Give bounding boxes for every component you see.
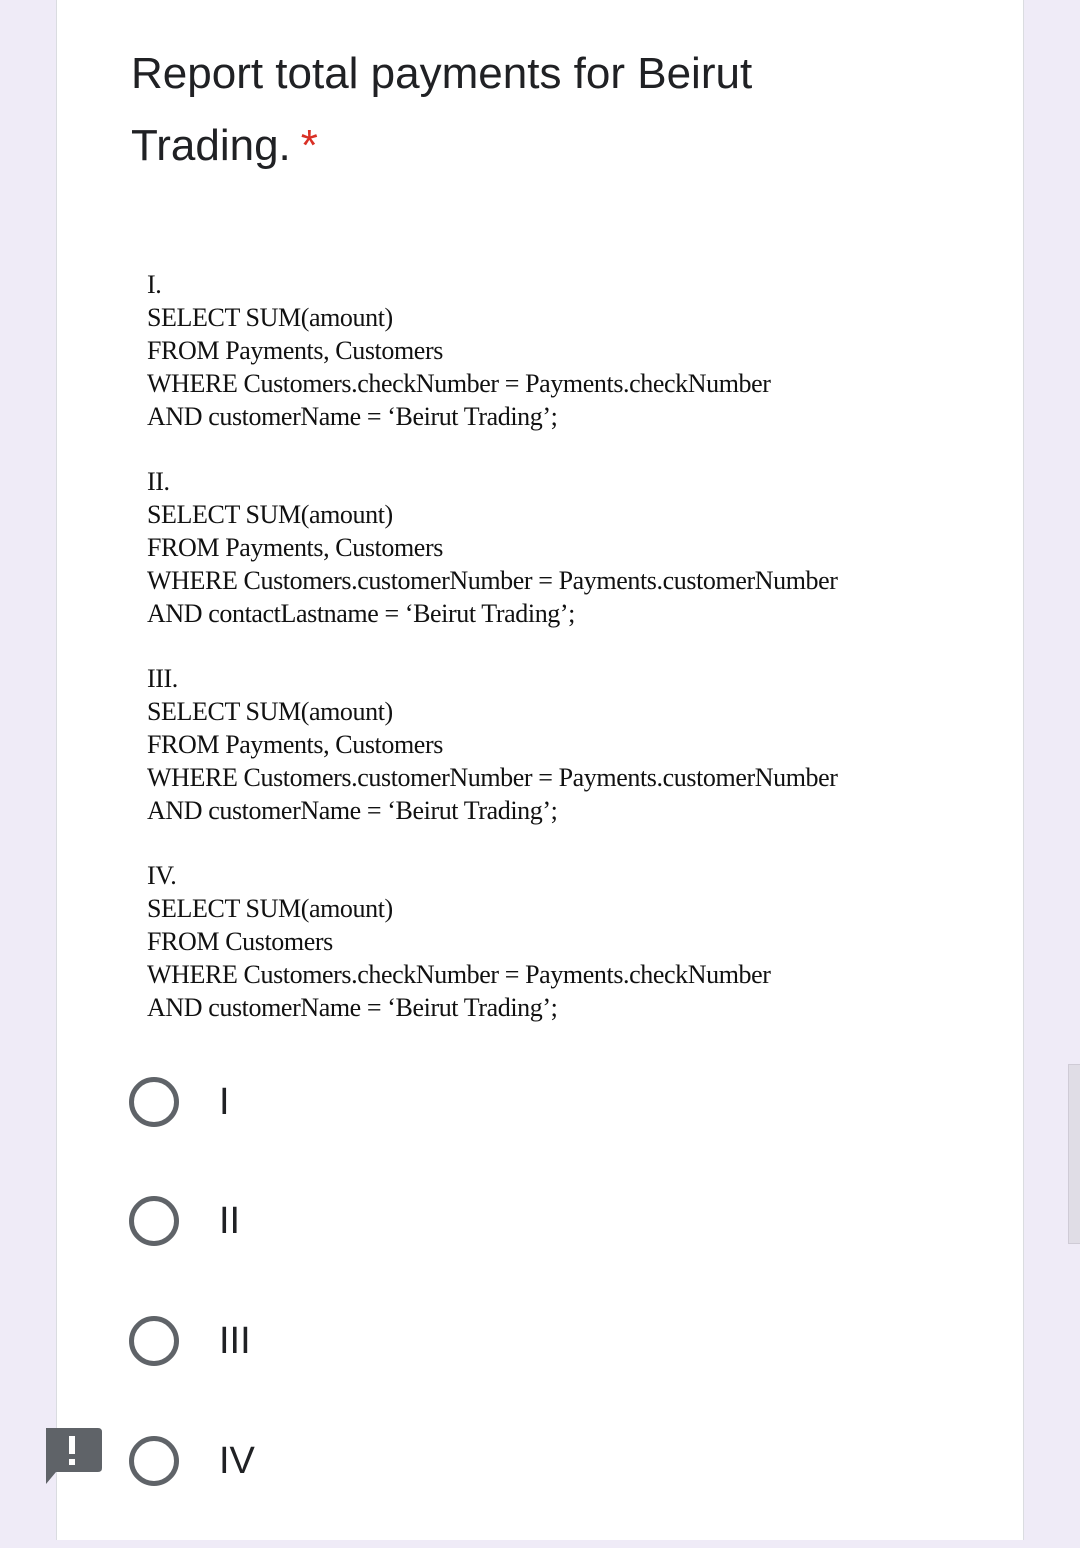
sql-line: SELECT SUM(amount) (147, 500, 393, 529)
sql-option-3 (147, 662, 947, 827)
sql-option-1 (147, 268, 947, 433)
radio-button-iv[interactable] (129, 1436, 179, 1486)
sql-options-image (147, 268, 947, 1056)
question-title-text: Report total payments for Beirut Trading. (131, 49, 753, 170)
sql-option-label: III. (147, 664, 178, 693)
sql-line: WHERE Customers.customerNumber = Payments.customerNumber (147, 763, 838, 792)
sql-option-label: I. (147, 270, 162, 299)
sql-line: WHERE Customers.checkNumber = Payments.checkNumber (147, 960, 771, 989)
sql-line: AND customerName = ‘Beirut Trading’; (147, 796, 558, 825)
choice-label-ii: II (219, 1199, 241, 1242)
sql-line: WHERE Customers.checkNumber = Payments.checkNumber (147, 369, 771, 398)
scrollbar-thumb[interactable] (1068, 1064, 1080, 1244)
sql-line: SELECT SUM(amount) (147, 303, 393, 332)
sql-option-2 (147, 465, 947, 630)
choice-label-i: I (219, 1080, 230, 1123)
radio-button-ii[interactable] (129, 1196, 179, 1246)
sql-line: SELECT SUM(amount) (147, 894, 393, 923)
report-issue-icon[interactable] (42, 1426, 102, 1486)
required-asterisk: * (300, 121, 318, 170)
choice-label-iv: IV (219, 1439, 255, 1482)
choice-option-iii[interactable] (129, 1309, 729, 1373)
sql-line: AND customerName = ‘Beirut Trading’; (147, 993, 558, 1022)
sql-line: FROM Payments, Customers (147, 533, 443, 562)
radio-button-i[interactable] (129, 1077, 179, 1127)
sql-option-4 (147, 859, 947, 1024)
sql-line: AND contactLastname = ‘Beirut Trading’; (147, 599, 575, 628)
sql-line: FROM Payments, Customers (147, 336, 443, 365)
question-title (131, 38, 891, 182)
sql-line: WHERE Customers.customerNumber = Payments.customerNumber (147, 566, 838, 595)
question-card (56, 0, 1024, 1540)
sql-line: FROM Payments, Customers (147, 730, 443, 759)
choice-option-i[interactable] (129, 1070, 729, 1134)
sql-option-label: II. (147, 467, 170, 496)
sql-option-label: IV. (147, 861, 177, 890)
choice-label-iii: III (219, 1319, 251, 1362)
radio-button-iii[interactable] (129, 1316, 179, 1366)
choice-option-ii[interactable] (129, 1189, 729, 1253)
sql-line: AND customerName = ‘Beirut Trading’; (147, 402, 558, 431)
choice-option-iv[interactable] (129, 1429, 729, 1493)
sql-line: FROM Customers (147, 927, 333, 956)
sql-line: SELECT SUM(amount) (147, 697, 393, 726)
